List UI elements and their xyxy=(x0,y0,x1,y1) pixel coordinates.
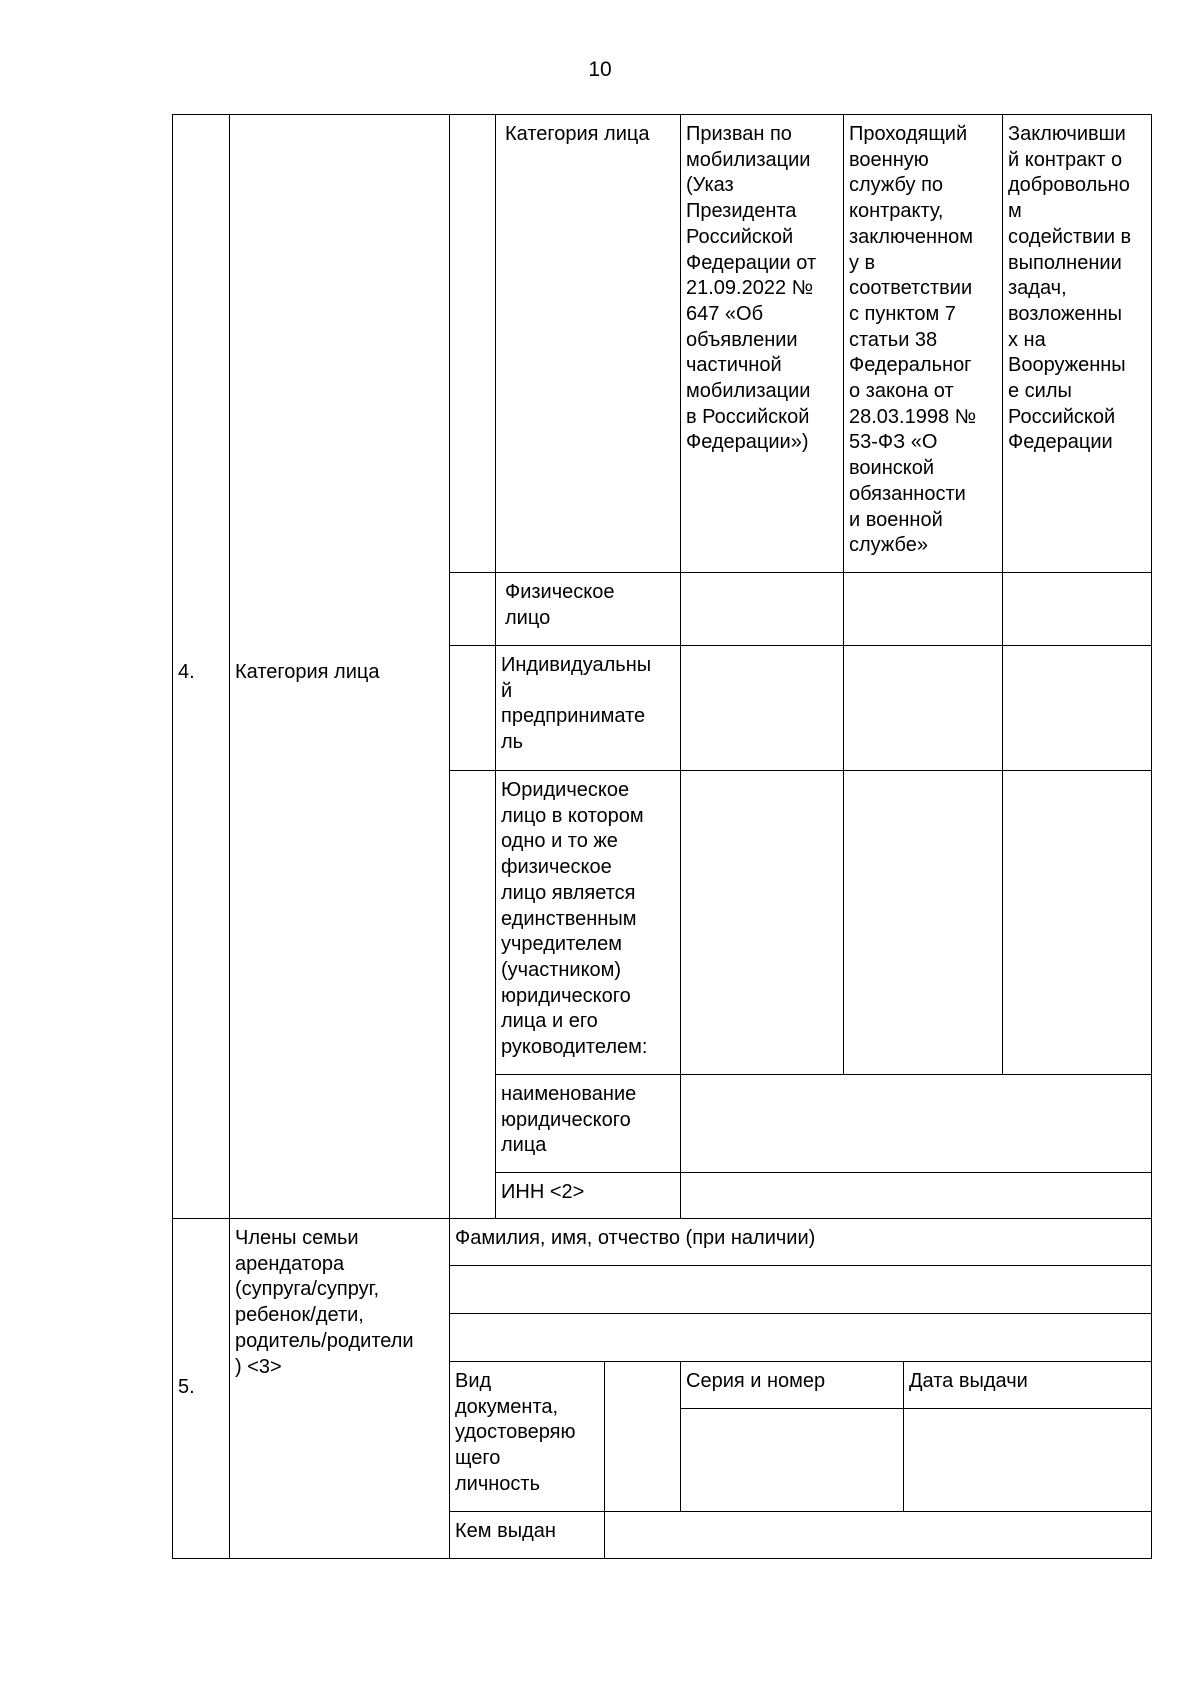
row5-fio-header: Фамилия, имя, отчество (при наличии) xyxy=(455,1227,816,1249)
row5-line-doc-header xyxy=(680,1408,1152,1409)
divider-title-col xyxy=(449,114,450,1559)
row4-header-label: Категория лица xyxy=(505,123,650,145)
table-border-left xyxy=(172,114,173,1559)
row5-id-document-label: Вид документа, удостоверяю щего личность xyxy=(455,1370,576,1495)
row5-line-fio-1 xyxy=(449,1313,1152,1314)
row4-legal-entity: Юридическое лицо в котором одно и то же физическое лицо является единственным учредителем (участником) юридического лица и его руководителем: xyxy=(501,779,648,1059)
row5-issue-date: Дата выдачи xyxy=(909,1370,1028,1392)
row5-line-fio-header xyxy=(449,1265,1152,1266)
row4-entrepreneur: Индивидуальны й предпринимате ль xyxy=(501,654,652,754)
row4-legal-entity-name: наименование юридического лица xyxy=(501,1083,637,1157)
row4-physical-person: Физическое лицо xyxy=(505,581,615,629)
row4-number: 4. xyxy=(178,661,195,683)
page-number: 10 xyxy=(588,58,612,81)
row5-number: 5. xyxy=(178,1376,195,1398)
divider-row5-doc-label xyxy=(604,1361,605,1559)
row4-title: Категория лица xyxy=(235,661,380,683)
row4-column-mobilized: Призван по мобилизации (Указ Президента Российской Федерации от 21.09.2022 № 647 «Об объявлении частичной мобилизации в Российской Федерации») xyxy=(686,123,817,454)
form-table xyxy=(172,114,1152,1559)
row4-column-contract: Проходящий военную службу по контракту, заключенном у в соответствии с пунктом 7 статьи 38 Федеральног о закона от 28.03.1998 № 53-ФЗ «О воинской обязанности и военной службе» xyxy=(849,123,977,557)
row5-title: Члены семьи арендатора (супруга/супруг, ребенок/дети, родитель/родители ) <3> xyxy=(235,1227,414,1378)
row4-column-volunteer: Заключивши й контракт о добровольно м содействии в выполнении задач, возложенны х на Вооруженны е силы Российской Федерации xyxy=(1008,123,1132,454)
table-border-bottom xyxy=(172,1558,1152,1559)
row4-inn: ИНН <2> xyxy=(501,1181,585,1203)
row5-series-number: Серия и номер xyxy=(686,1370,826,1392)
row5-issued-by: Кем выдан xyxy=(455,1520,556,1542)
